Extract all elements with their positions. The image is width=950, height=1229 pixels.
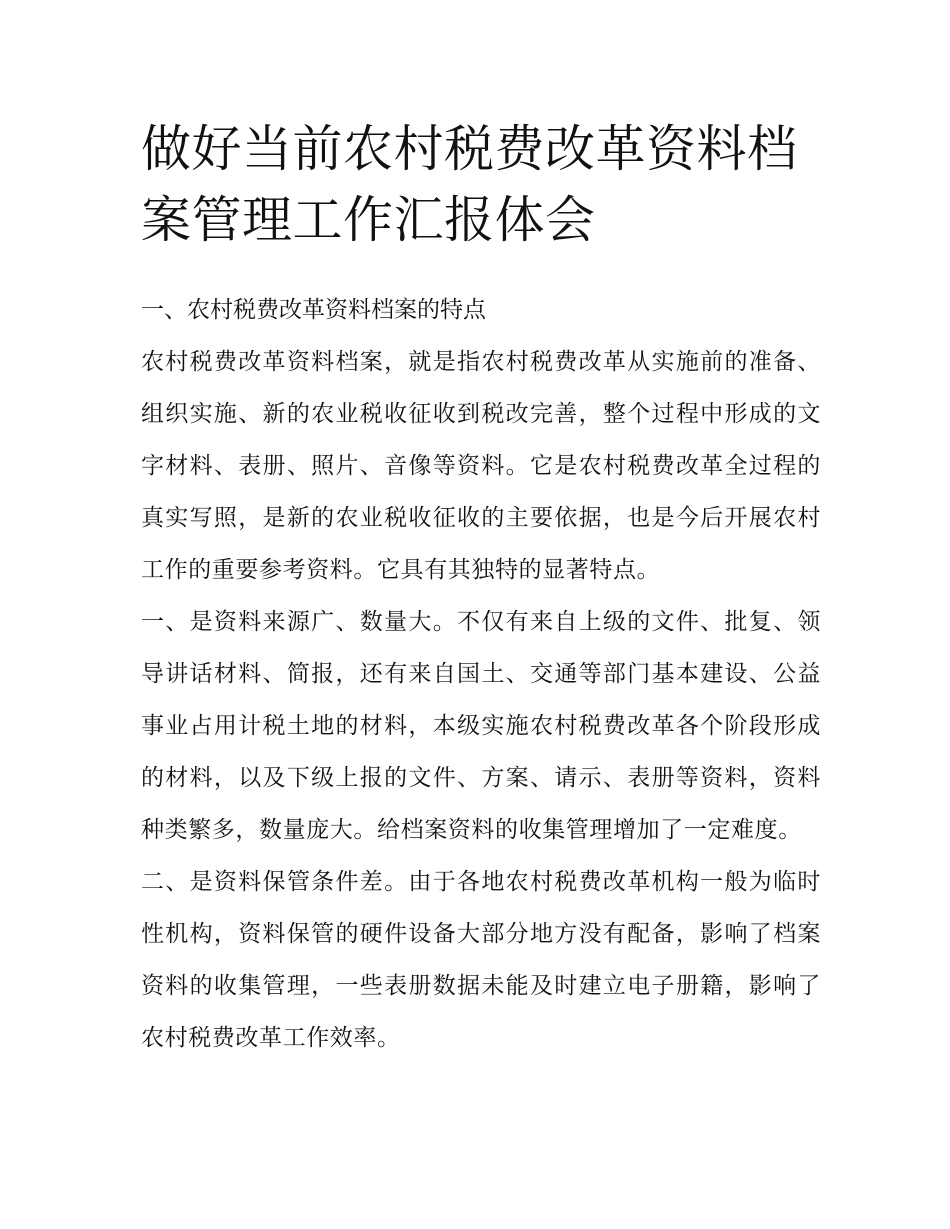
paragraph-point-one: 一、是资料来源广、数量大。不仅有来自上级的文件、批复、领导讲话材料、简报，还有来自国土、交通等部门基本建设、公益事业占用计税土地的材料，本级实施农村税费改革各个阶段形成的材料，以及下级上报的文件、方案、请示、表册等资料，资料种类繁多，数量庞大。给档案资料的收集管理增加了一定难度。 [141,609,821,843]
section-heading: 一、农村税费改革资料档案的特点 [141,297,486,323]
paragraph-intro: 农村税费改革资料档案，就是指农村税费改革从实施前的准备、组织实施、新的农业税收征收到税改完善，整个过程中形成的文字材料、表册、照片、音像等资料。它是农村税费改革全过程的真实写照，是新的农业税收征收的主要依据，也是今后开展农村工作的重要参考资料。它具有其独特的显著特点。 [141,349,821,583]
paragraph-point-two: 二、是资料保管条件差。由于各地农村税费改革机构一般为临时性机构，资料保管的硬件设备大部分地方没有配备，影响了档案资料的收集管理，一些表册数据未能及时建立电子册籍，影响了农村税费改革工作效率。 [141,869,821,1051]
document-page [141,114,821,1064]
document-title: 做好当前农村税费改革资料档案管理工作汇报体会 [141,120,798,249]
